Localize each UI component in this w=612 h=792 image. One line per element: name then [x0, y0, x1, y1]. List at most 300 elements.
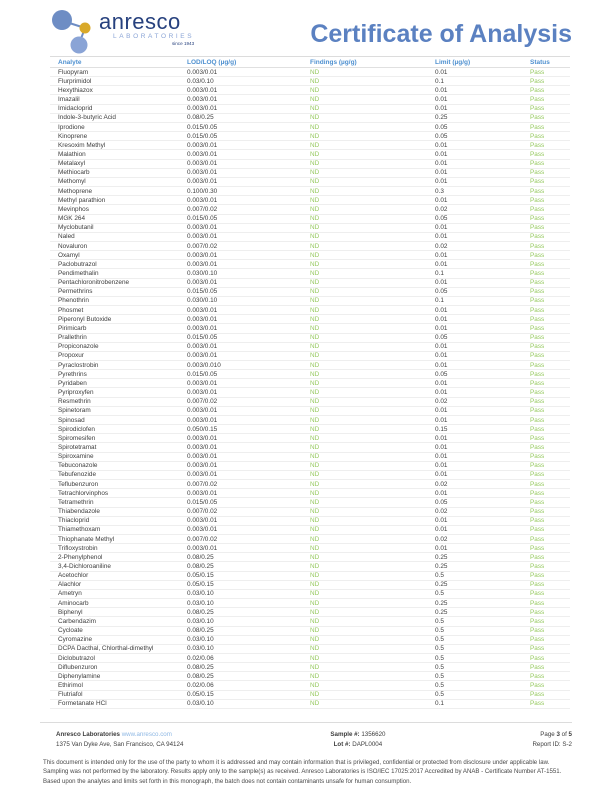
limit-cell: 0.5 — [435, 663, 444, 671]
status-cell: Pass — [530, 178, 545, 186]
lodloq-cell: 0.03/0.10 — [187, 617, 214, 625]
lodloq-cell: 0.003/0.01 — [187, 517, 218, 525]
findings-cell: ND — [310, 361, 320, 369]
table-row — [50, 572, 570, 581]
status-cell: Pass — [530, 508, 545, 516]
lodloq-cell: 0.003/0.010 — [187, 361, 221, 369]
status-cell: Pass — [530, 590, 545, 598]
footer-page-info — [532, 730, 572, 749]
status-cell: Pass — [530, 691, 545, 699]
status-cell: Pass — [530, 233, 545, 241]
analyte-cell: Prallethrin — [58, 334, 87, 342]
status-cell: Pass — [530, 324, 545, 332]
logo-company-name: anresco — [99, 9, 181, 34]
table-row — [50, 68, 570, 77]
status-cell: Pass — [530, 416, 545, 424]
findings-cell: ND — [310, 526, 320, 534]
lodloq-cell: 0.003/0.01 — [187, 453, 218, 461]
status-cell: Pass — [530, 77, 545, 85]
limit-cell: 0.01 — [435, 315, 448, 323]
status-cell: Pass — [530, 434, 545, 442]
analyte-cell: Pentachloronitrobenzene — [58, 279, 130, 287]
table-row — [50, 242, 570, 251]
analyte-cell: Spiroxamine — [58, 453, 94, 461]
table-row — [50, 132, 570, 141]
analyte-cell: Spiromesifen — [58, 434, 96, 442]
limit-cell: 0.5 — [435, 627, 444, 635]
limit-cell: 0.25 — [435, 581, 448, 589]
findings-cell: ND — [310, 471, 320, 479]
limit-cell: 0.01 — [435, 379, 448, 387]
status-cell: Pass — [530, 315, 545, 323]
findings-cell: ND — [310, 169, 320, 177]
status-cell: Pass — [530, 141, 545, 149]
limit-cell: 0.5 — [435, 572, 444, 580]
lodloq-cell: 0.003/0.01 — [187, 489, 218, 497]
limit-cell: 0.01 — [435, 544, 448, 552]
findings-cell: ND — [310, 682, 320, 690]
table-row — [50, 86, 570, 95]
lodloq-cell: 0.03/0.10 — [187, 645, 214, 653]
analyte-cell: Pendimethalin — [58, 270, 99, 278]
findings-cell: ND — [310, 306, 320, 314]
status-cell: Pass — [530, 334, 545, 342]
lodloq-cell: 0.03/0.10 — [187, 590, 214, 598]
column-header-lodloq: LOD/LOQ (µg/g) — [187, 58, 237, 66]
findings-cell: ND — [310, 114, 320, 122]
findings-cell: ND — [310, 215, 320, 223]
table-row — [50, 544, 570, 553]
findings-cell: ND — [310, 672, 320, 680]
lodloq-cell: 0.003/0.01 — [187, 260, 218, 268]
analyte-cell: Thiamethoxam — [58, 526, 101, 534]
limit-cell: 0.01 — [435, 150, 448, 158]
analyte-cell: Tetramethrin — [58, 498, 94, 506]
table-row — [50, 123, 570, 132]
page-footer — [56, 730, 572, 749]
analyte-cell: Kinoprene — [58, 132, 88, 140]
table-row — [50, 169, 570, 178]
footer-website-link[interactable]: www.anresco.com — [121, 731, 172, 738]
lodloq-cell: 0.007/0.02 — [187, 480, 218, 488]
limit-cell: 0.02 — [435, 205, 448, 213]
limit-cell: 0.25 — [435, 608, 448, 616]
table-row — [50, 178, 570, 187]
table-row — [50, 352, 570, 361]
status-cell: Pass — [530, 581, 545, 589]
analyte-cell: Methiocarb — [58, 169, 90, 177]
table-row — [50, 160, 570, 169]
limit-cell: 0.05 — [435, 288, 448, 296]
findings-cell: ND — [310, 343, 320, 351]
findings-cell: ND — [310, 425, 320, 433]
limit-cell: 0.01 — [435, 160, 448, 168]
limit-cell: 0.05 — [435, 334, 448, 342]
lodloq-cell: 0.02/0.06 — [187, 654, 214, 662]
status-cell: Pass — [530, 132, 545, 140]
table-row — [50, 150, 570, 159]
limit-cell: 0.01 — [435, 324, 448, 332]
lodloq-cell: 0.003/0.01 — [187, 324, 218, 332]
lodloq-cell: 0.08/0.25 — [187, 563, 214, 571]
analyte-cell: Methoprene — [58, 187, 93, 195]
status-cell: Pass — [530, 169, 545, 177]
table-row — [50, 416, 570, 425]
findings-cell: ND — [310, 700, 320, 708]
status-cell: Pass — [530, 544, 545, 552]
lodloq-cell: 0.100/0.30 — [187, 187, 218, 195]
analyte-cell: Diphenylamine — [58, 672, 101, 680]
lodloq-cell: 0.02/0.06 — [187, 682, 214, 690]
lodloq-cell: 0.003/0.01 — [187, 160, 218, 168]
table-row — [50, 425, 570, 434]
analyte-cell: Formetanate HCl — [58, 700, 107, 708]
sample-number-label: Sample #: — [330, 731, 360, 738]
lot-number-value: DAPL0004 — [352, 740, 383, 748]
analyte-cell: Tebuconazole — [58, 462, 98, 470]
disclaimer-text: This document is intended only for the use of the party to whom it is addressed and may contain information that is privileged, confidential or protected from disclosure under applicable law. Sampling was not performed by the laboratory. Results apply only to the sample(s) as received. Anresco Laboratories is ISO/IEC 17025:2017 Accredited by ANAB - Certificate Number AT-1551. Based upon the analytes and limits set forth in this monograph, the batch does not contain contaminants unsafe for human consumption. — [43, 759, 562, 785]
table-row — [50, 590, 570, 599]
limit-cell: 0.01 — [435, 86, 448, 94]
table-row — [50, 498, 570, 507]
lodloq-cell: 0.08/0.25 — [187, 114, 214, 122]
limit-cell: 0.5 — [435, 617, 444, 625]
table-row — [50, 141, 570, 150]
limit-cell: 0.5 — [435, 654, 444, 662]
analyte-cell: Metalaxyl — [58, 160, 85, 168]
status-cell: Pass — [530, 526, 545, 534]
status-cell: Pass — [530, 453, 545, 461]
analyte-cell: Aminocarb — [58, 599, 89, 607]
findings-cell: ND — [310, 141, 320, 149]
lodloq-cell: 0.003/0.01 — [187, 68, 218, 76]
status-cell: Pass — [530, 617, 545, 625]
table-row — [50, 233, 570, 242]
column-header-findings: Findings (µg/g) — [310, 58, 357, 66]
table-row — [50, 700, 570, 709]
analyte-cell: Thiacloprid — [58, 517, 90, 525]
findings-cell: ND — [310, 132, 320, 140]
analyte-cell: Oxamyl — [58, 251, 80, 259]
limit-cell: 0.01 — [435, 361, 448, 369]
status-cell: Pass — [530, 224, 545, 232]
analyte-cell: Hexythiazox — [58, 86, 93, 94]
lodloq-cell: 0.003/0.01 — [187, 251, 218, 259]
table-row — [50, 343, 570, 352]
status-cell: Pass — [530, 251, 545, 259]
status-cell: Pass — [530, 636, 545, 644]
status-cell: Pass — [530, 279, 545, 287]
table-row — [50, 205, 570, 214]
analyte-cell: Imidacloprid — [58, 105, 93, 113]
lodloq-cell: 0.08/0.25 — [187, 553, 214, 561]
limit-cell: 0.05 — [435, 132, 448, 140]
status-cell: Pass — [530, 68, 545, 76]
status-cell: Pass — [530, 306, 545, 314]
lodloq-cell: 0.003/0.01 — [187, 443, 218, 451]
table-row — [50, 388, 570, 397]
lodloq-cell: 0.03/0.10 — [187, 77, 214, 85]
findings-cell: ND — [310, 553, 320, 561]
status-cell: Pass — [530, 553, 545, 561]
limit-cell: 0.01 — [435, 306, 448, 314]
table-row — [50, 453, 570, 462]
limit-cell: 0.01 — [435, 526, 448, 534]
findings-cell: ND — [310, 86, 320, 94]
lodloq-cell: 0.03/0.10 — [187, 636, 214, 644]
lodloq-cell: 0.015/0.05 — [187, 123, 218, 131]
findings-cell: ND — [310, 178, 320, 186]
status-cell: Pass — [530, 398, 545, 406]
findings-cell: ND — [310, 636, 320, 644]
lodloq-cell: 0.08/0.25 — [187, 672, 214, 680]
limit-cell: 0.01 — [435, 453, 448, 461]
findings-cell: ND — [310, 270, 320, 278]
table-row — [50, 279, 570, 288]
findings-cell: ND — [310, 123, 320, 131]
analyte-cell: DCPA Dacthal, Chlorthal-dimethyl — [58, 645, 154, 653]
table-row — [50, 508, 570, 517]
findings-cell: ND — [310, 251, 320, 259]
lodloq-cell: 0.003/0.01 — [187, 315, 218, 323]
findings-cell: ND — [310, 324, 320, 332]
status-cell: Pass — [530, 215, 545, 223]
limit-cell: 0.5 — [435, 645, 444, 653]
findings-cell: ND — [310, 489, 320, 497]
findings-cell: ND — [310, 517, 320, 525]
analyte-cell: Ethirimol — [58, 682, 83, 690]
findings-cell: ND — [310, 608, 320, 616]
analyte-cell: Diflubenzuron — [58, 663, 98, 671]
table-row — [50, 288, 570, 297]
findings-cell: ND — [310, 544, 320, 552]
findings-cell: ND — [310, 462, 320, 470]
lodloq-cell: 0.08/0.25 — [187, 627, 214, 635]
analyte-cell: Flurprimidol — [58, 77, 92, 85]
table-row — [50, 517, 570, 526]
analyte-cell: Thiophanate Methyl — [58, 535, 115, 543]
analyte-cell: 3,4-Dichloroaniline — [58, 563, 111, 571]
lodloq-cell: 0.007/0.02 — [187, 242, 218, 250]
limit-cell: 0.01 — [435, 224, 448, 232]
limit-cell: 0.1 — [435, 270, 444, 278]
lodloq-cell: 0.030/0.10 — [187, 297, 218, 305]
findings-cell: ND — [310, 196, 320, 204]
lodloq-cell: 0.003/0.01 — [187, 471, 218, 479]
lodloq-cell: 0.003/0.01 — [187, 544, 218, 552]
analyte-cell: MGK 264 — [58, 215, 85, 223]
footer-divider — [40, 722, 572, 723]
analyte-cell: Cycloate — [58, 627, 83, 635]
limit-cell: 0.5 — [435, 691, 444, 699]
table-row — [50, 398, 570, 407]
analyte-cell: Novaluron — [58, 242, 88, 250]
analyte-cell: 2-Phenylphenol — [58, 553, 103, 561]
findings-cell: ND — [310, 242, 320, 250]
findings-cell: ND — [310, 224, 320, 232]
limit-cell: 0.01 — [435, 105, 448, 113]
findings-cell: ND — [310, 379, 320, 387]
table-row — [50, 361, 570, 370]
status-cell: Pass — [530, 370, 545, 378]
analyte-cell: Flutriafol — [58, 691, 83, 699]
lodloq-cell: 0.050/0.15 — [187, 425, 218, 433]
anresco-logo — [50, 8, 194, 61]
findings-cell: ND — [310, 407, 320, 415]
analyte-cell: Mevinphos — [58, 205, 89, 213]
status-cell: Pass — [530, 297, 545, 305]
limit-cell: 0.01 — [435, 141, 448, 149]
table-row — [50, 681, 570, 690]
lodloq-cell: 0.03/0.10 — [187, 700, 214, 708]
limit-cell: 0.05 — [435, 215, 448, 223]
limit-cell: 0.5 — [435, 682, 444, 690]
status-cell: Pass — [530, 205, 545, 213]
lodloq-cell: 0.05/0.15 — [187, 581, 214, 589]
limit-cell: 0.01 — [435, 389, 448, 397]
limit-cell: 0.05 — [435, 498, 448, 506]
status-cell: Pass — [530, 288, 545, 296]
status-cell: Pass — [530, 123, 545, 131]
findings-cell: ND — [310, 453, 320, 461]
analyte-cell: Pyriproxyfen — [58, 389, 94, 397]
lodloq-cell: 0.003/0.01 — [187, 379, 218, 387]
findings-cell: ND — [310, 160, 320, 168]
limit-cell: 0.25 — [435, 599, 448, 607]
table-row — [50, 407, 570, 416]
logo-text — [99, 9, 195, 46]
table-row — [50, 370, 570, 379]
analyte-cell: Thiabendazole — [58, 508, 100, 516]
limit-cell: 0.05 — [435, 370, 448, 378]
analyte-cell: Indole-3-butyric Acid — [58, 114, 116, 122]
column-header-limit: Limit (µg/g) — [435, 58, 471, 66]
findings-cell: ND — [310, 297, 320, 305]
footer-sample-info — [330, 730, 385, 749]
table-row — [50, 691, 570, 700]
status-cell: Pass — [530, 196, 545, 204]
table-row — [50, 434, 570, 443]
status-cell: Pass — [530, 425, 545, 433]
table-row — [50, 627, 570, 636]
limit-cell: 0.01 — [435, 434, 448, 442]
analyte-cell: Paclobutrazol — [58, 260, 97, 268]
status-cell: Pass — [530, 96, 545, 104]
lodloq-cell: 0.08/0.25 — [187, 608, 214, 616]
limit-cell: 0.02 — [435, 508, 448, 516]
analyte-cell: Phenothrin — [58, 297, 89, 305]
table-row — [50, 645, 570, 654]
analyte-cell: Propiconazole — [58, 343, 99, 351]
limit-cell: 0.25 — [435, 563, 448, 571]
table-row — [50, 608, 570, 617]
analyte-cell: Pyridaben — [58, 379, 87, 387]
findings-cell: ND — [310, 370, 320, 378]
status-cell: Pass — [530, 86, 545, 94]
findings-cell: ND — [310, 68, 320, 76]
lodloq-cell: 0.003/0.01 — [187, 86, 218, 94]
column-header-status: Status — [530, 58, 550, 66]
table-row — [50, 306, 570, 315]
lodloq-cell: 0.003/0.01 — [187, 526, 218, 534]
findings-cell: ND — [310, 654, 320, 662]
footer-lab-info — [56, 730, 183, 749]
analyte-cell: Spinosad — [58, 416, 85, 424]
table-row — [50, 196, 570, 205]
limit-cell: 0.01 — [435, 196, 448, 204]
page-number: 3 — [556, 731, 560, 738]
logo-laboratories-label: LABORATORIES — [113, 33, 195, 40]
table-row — [50, 260, 570, 269]
findings-cell: ND — [310, 96, 320, 104]
limit-cell: 0.02 — [435, 480, 448, 488]
table-row — [50, 535, 570, 544]
lodloq-cell: 0.015/0.05 — [187, 498, 218, 506]
limit-cell: 0.01 — [435, 178, 448, 186]
analyte-cell: Resmethrin — [58, 398, 91, 406]
lodloq-cell: 0.003/0.01 — [187, 343, 218, 351]
table-row — [50, 114, 570, 123]
table-row — [50, 462, 570, 471]
limit-cell: 0.01 — [435, 260, 448, 268]
status-cell: Pass — [530, 343, 545, 351]
analyte-table — [50, 57, 570, 709]
analyte-cell: Methyl parathion — [58, 196, 106, 204]
analyte-cell: Propoxur — [58, 352, 84, 360]
table-row — [50, 526, 570, 535]
table-row — [50, 480, 570, 489]
findings-cell: ND — [310, 398, 320, 406]
status-cell: Pass — [530, 663, 545, 671]
analyte-cell: Tetrachlorvinphos — [58, 489, 109, 497]
limit-cell: 0.5 — [435, 590, 444, 598]
findings-cell: ND — [310, 508, 320, 516]
findings-cell: ND — [310, 663, 320, 671]
lodloq-cell: 0.003/0.01 — [187, 141, 218, 149]
lodloq-cell: 0.015/0.05 — [187, 215, 218, 223]
status-cell: Pass — [530, 150, 545, 158]
table-row — [50, 489, 570, 498]
limit-cell: 0.01 — [435, 279, 448, 287]
table-row — [50, 654, 570, 663]
lodloq-cell: 0.007/0.02 — [187, 508, 218, 516]
lodloq-cell: 0.003/0.01 — [187, 389, 218, 397]
limit-cell: 0.02 — [435, 242, 448, 250]
limit-cell: 0.25 — [435, 114, 448, 122]
findings-cell: ND — [310, 581, 320, 589]
analyte-cell: Ametryn — [58, 590, 82, 598]
status-cell: Pass — [530, 627, 545, 635]
analyte-cell: Naled — [58, 233, 75, 241]
status-cell: Pass — [530, 114, 545, 122]
status-cell: Pass — [530, 187, 545, 195]
status-cell: Pass — [530, 462, 545, 470]
analyte-cell: Pyrethrins — [58, 370, 87, 378]
analyte-cell: Pirimicarb — [58, 324, 87, 332]
lodloq-cell: 0.003/0.01 — [187, 434, 218, 442]
table-row — [50, 77, 570, 86]
findings-cell: ND — [310, 563, 320, 571]
limit-cell: 0.1 — [435, 700, 444, 708]
table-row — [50, 553, 570, 562]
findings-cell: ND — [310, 572, 320, 580]
table-row — [50, 251, 570, 260]
footer-company-name: Anresco Laboratories — [56, 731, 120, 738]
column-header-analyte: Analyte — [58, 58, 82, 66]
limit-cell: 0.01 — [435, 352, 448, 360]
status-cell: Pass — [530, 260, 545, 268]
status-cell: Pass — [530, 379, 545, 387]
